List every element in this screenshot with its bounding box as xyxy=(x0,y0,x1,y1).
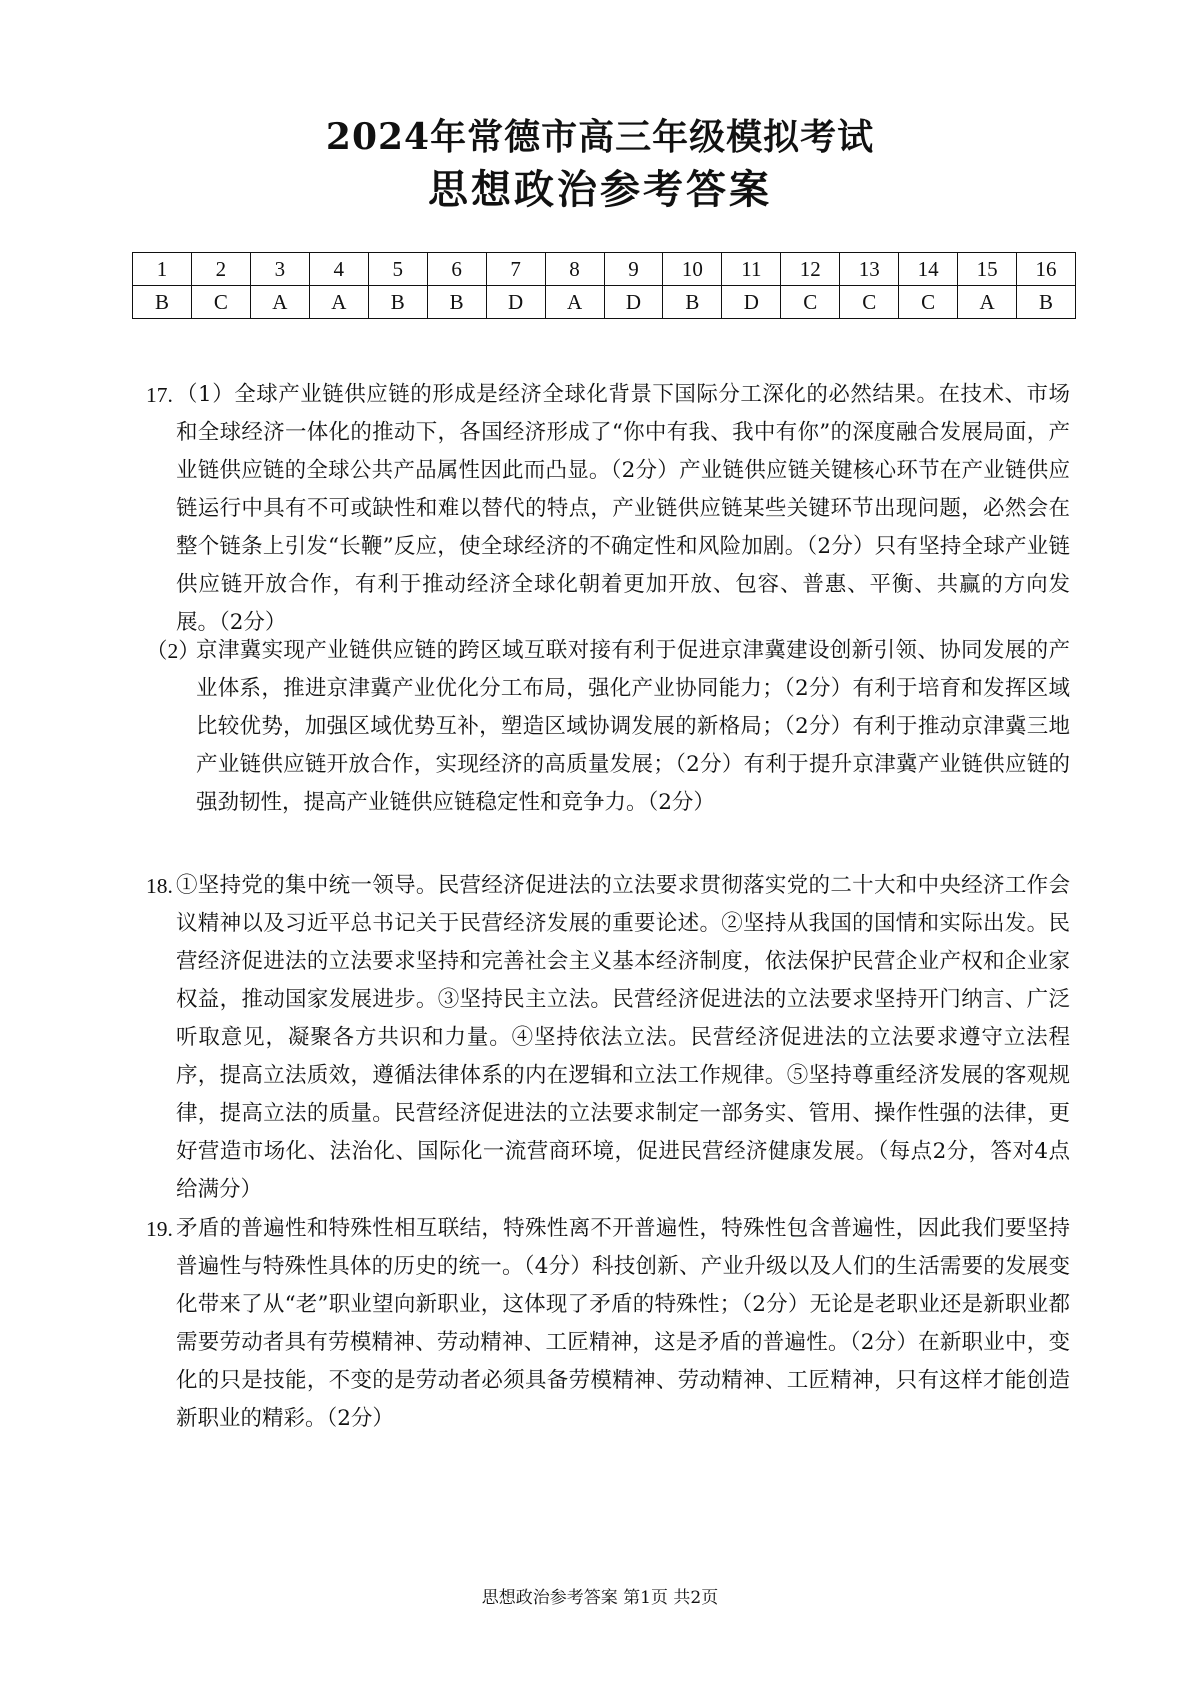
page-footer: 思想政治参考答案 第1页 共2页 xyxy=(481,1588,719,1608)
answer-cell: D xyxy=(486,286,545,319)
question-number-cell: 15 xyxy=(958,253,1017,286)
answer-cell: C xyxy=(191,286,250,319)
answer-cell: B xyxy=(1017,286,1076,319)
answer-key-title: 思想政治参考答案 xyxy=(428,166,772,213)
q17-part2-label: （2） xyxy=(146,639,200,663)
answer-cell: C xyxy=(840,286,899,319)
answer-cell: D xyxy=(722,286,781,319)
question-number-cell: 3 xyxy=(250,253,309,286)
question-number-cell: 12 xyxy=(781,253,840,286)
question-number-cell: 4 xyxy=(309,253,368,286)
answer-cell: D xyxy=(604,286,663,319)
question-number-cell: 10 xyxy=(663,253,722,286)
exam-title: 2024年常德市高三年级模拟考试 xyxy=(325,116,875,158)
question-number-cell: 13 xyxy=(840,253,899,286)
q17-number: 17. xyxy=(146,383,173,407)
answer-cell: B xyxy=(368,286,427,319)
question-number-cell: 8 xyxy=(545,253,604,286)
answer-cell: B xyxy=(133,286,192,319)
q19-text: 矛盾的普遍性和特殊性相互联结，特殊性离不开普遍性，特殊性包含普遍性，因此我们要坚持普遍性与特殊性具体的历史的统一。（4分）科技创新、产业升级以及人们的生活需要的发展变化带来了从“老”职业望向新职业，这体现了矛盾的特殊性；（2分）无论是老职业还是新职业都需要劳动者具有劳模精神、劳动精神、工匠精神，这是矛盾的普遍性。（2分）在新职业中，变化的只是技能，不变的是劳动者必须具备劳模精神、劳动精神、工匠精神，只有这样才能创造新职业的精彩。（2分） xyxy=(176,1216,1070,1431)
answer-cell: A xyxy=(545,286,604,319)
answer-cell: A xyxy=(958,286,1017,319)
question-number-cell: 2 xyxy=(191,253,250,286)
answer-cell: C xyxy=(781,286,840,319)
answer-cell: A xyxy=(309,286,368,319)
answer-cell: A xyxy=(250,286,309,319)
question-number-cell: 14 xyxy=(899,253,958,286)
question-number-cell: 7 xyxy=(486,253,545,286)
answer-table xyxy=(132,252,1076,319)
q19-number: 19. xyxy=(146,1217,173,1241)
question-number-cell: 11 xyxy=(722,253,781,286)
q17-part1: （1）全球产业链供应链的形成是经济全球化背景下国际分工深化的必然结果。在技术、市场和全球经济一体化的推动下，各国经济形成了“你中有我、我中有你”的深度融合发展局面，产业链供应链的全球公共产品属性因此而凸显。（2分）产业链供应链关键核心环节在产业链供应链运行中具有不可或缺性和难以替代的特点，产业链供应链某些关键环节出现问题，必然会在整个链条上引发“长鞭”反应，使全球经济的不确定性和风险加剧。（2分）只有坚持全球产业链供应链开放合作，有利于推动经济全球化朝着更加开放、包容、普惠、平衡、共赢的方向发展。（2分） xyxy=(176,382,1070,635)
question-number-cell: 1 xyxy=(133,253,192,286)
q17-part2: 京津冀实现产业链供应链的跨区域互联对接有利于促进京津冀建设创新引领、协同发展的产业体系，推进京津冀产业优化分工布局，强化产业协同能力；（2分）有利于培育和发挥区域比较优势，加强区域优势互补，塑造区域协调发展的新格局；（2分）有利于推动京津冀三地产业链供应链开放合作，实现经济的高质量发展；（2分）有利于提升京津冀产业链供应链的强劲韧性，提高产业链供应链稳定性和竞争力。（2分） xyxy=(196,638,1070,815)
q18-text: ①坚持党的集中统一领导。民营经济促进法的立法要求贯彻落实党的二十大和中央经济工作会议精神以及习近平总书记关于民营经济发展的重要论述。②坚持从我国的国情和实际出发。民营经济促进法的立法要求坚持和完善社会主义基本经济制度，依法保护民营企业产权和企业家权益，推动国家发展进步。③坚持民主立法。民营经济促进法的立法要求坚持开门纳言、广泛听取意见，凝聚各方共识和力量。④坚持依法立法。民营经济促进法的立法要求遵守立法程序，提高立法质效，遵循法律体系的内在逻辑和立法工作规律。⑤坚持尊重经济发展的客观规律，提高立法的质量。民营经济促进法的立法要求制定一部务实、管用、操作性强的法律，更好营造市场化、法治化、国际化一流营商环境，促进民营经济健康发展。（每点2分，答对4点给满分） xyxy=(176,873,1070,1202)
question-number-cell: 9 xyxy=(604,253,663,286)
question-number-cell: 6 xyxy=(427,253,486,286)
answer-row xyxy=(133,286,1076,319)
answer-cell: C xyxy=(899,286,958,319)
answer-cell: B xyxy=(427,286,486,319)
q18-number: 18. xyxy=(146,874,173,898)
answer-cell: B xyxy=(663,286,722,319)
question-number-row xyxy=(133,253,1076,286)
question-number-cell: 5 xyxy=(368,253,427,286)
question-number-cell: 16 xyxy=(1017,253,1076,286)
